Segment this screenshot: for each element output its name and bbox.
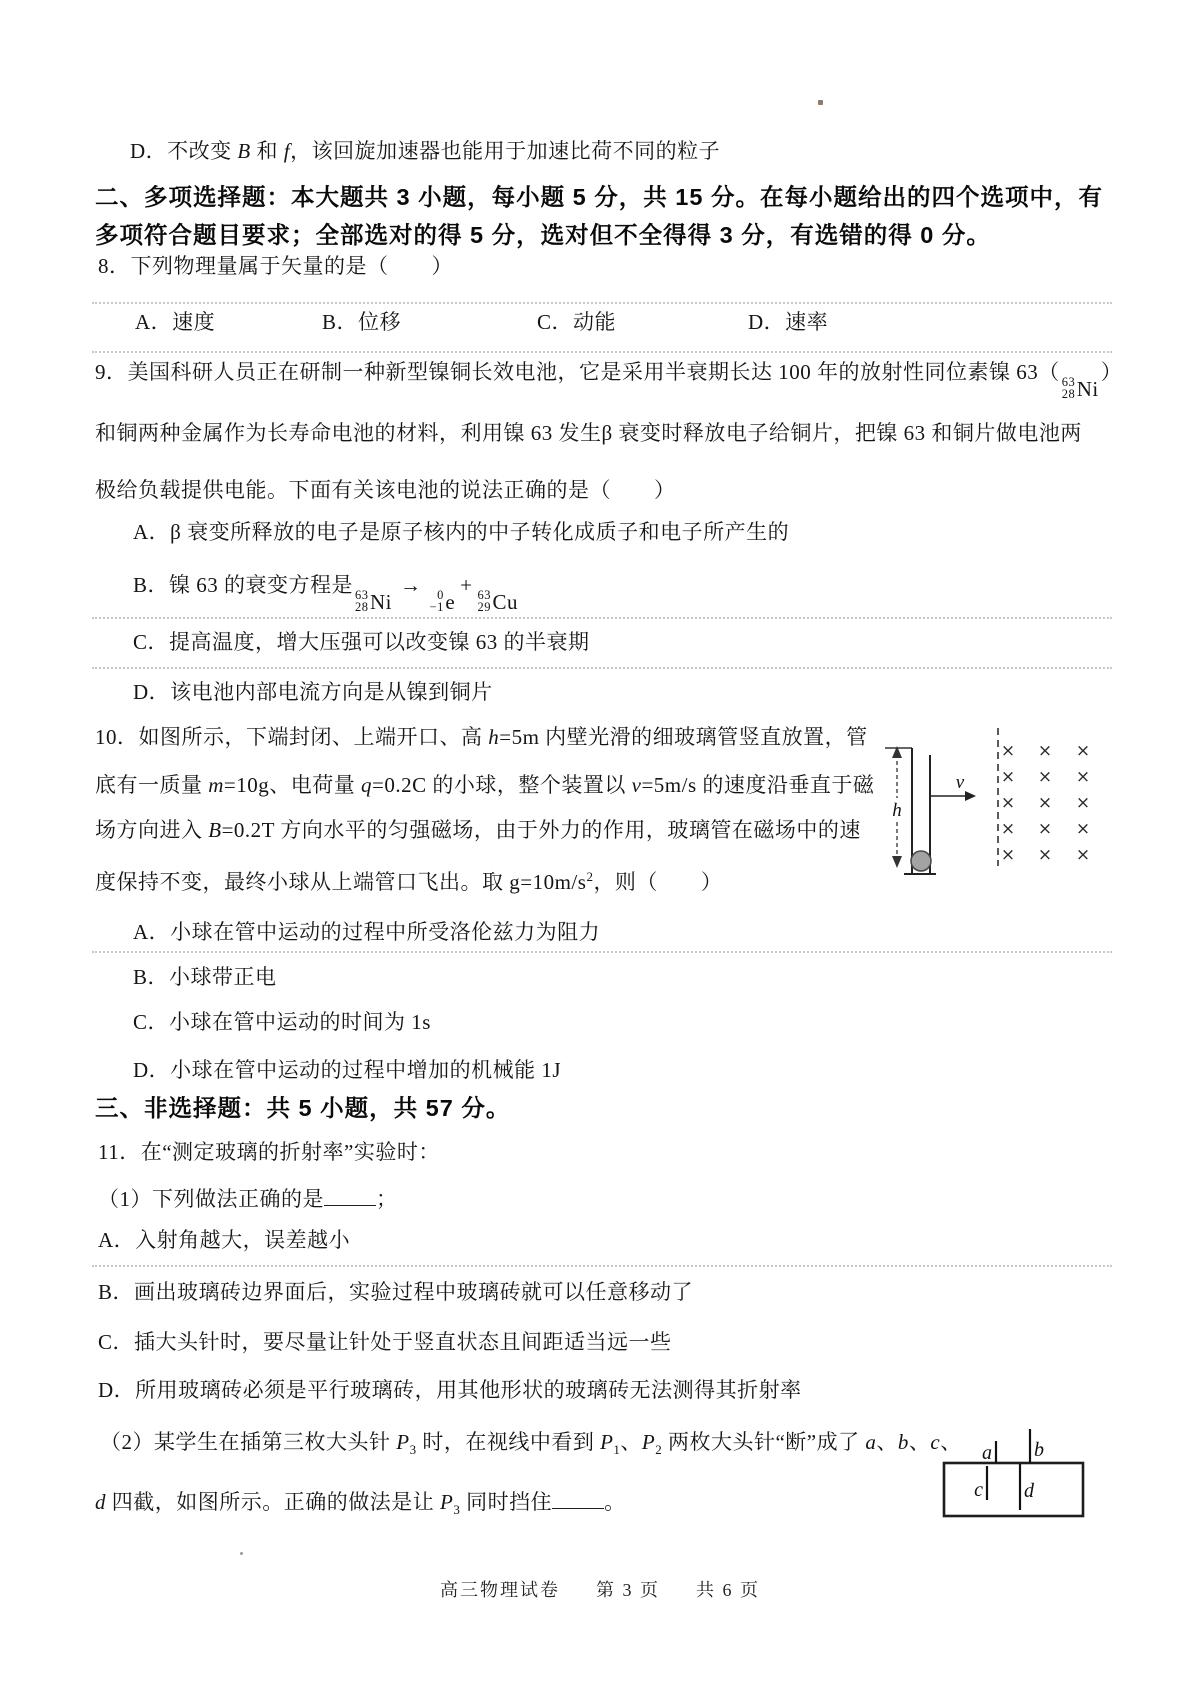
field-cross: × xyxy=(1075,845,1091,865)
dotted-separator xyxy=(92,302,1112,304)
field-cross: × xyxy=(1037,767,1053,787)
q10-option-d: D．小球在管中运动的过程中增加的机械能 1J xyxy=(133,1058,562,1082)
label-c: c xyxy=(974,1479,983,1501)
pin-P2: P xyxy=(641,1430,656,1454)
q9-stem-line3: 极给负载提供电能。下面有关该电池的说法正确的是（ ） xyxy=(95,478,676,502)
variable-q: q xyxy=(361,773,373,797)
q10-stem-line4: 度保持不变，最终小球从上端管口飞出。取 $g=10m/s^2$，则（ ） xyxy=(95,869,723,894)
q9-option-b: B．镍 63 的衰变方程是 63 28 Ni → 0 −1 e + 63 29 Cu xyxy=(133,573,519,614)
q8-option-b: B．位移 xyxy=(322,310,402,334)
label-b: b xyxy=(1034,1439,1044,1461)
q9-option-c: C．提高温度，增大压强可以改变镍 63 的半衰期 xyxy=(133,630,590,654)
variable-m: m xyxy=(208,773,224,797)
q10-stem-line2: 底有一质量 m=10g、电荷量 q=0.2C 的小球，整个装置以 v=5m/s 的速度沿垂直于磁 xyxy=(95,773,875,797)
footer-exam-title: 高三物理试卷 xyxy=(440,1580,560,1600)
arrowhead-down xyxy=(892,856,902,868)
section2-heading-line2: 多项符合题目要求；全部选对的得 5 分，选对但不全得得 3 分，有选错的得 0 分。 xyxy=(95,222,991,248)
q9-stem-line2: 和铜两种金属作为长寿命电池的材料，利用镍 63 发生β 衰变时释放电子给铜片，把镍 63 和铜片做电池两 xyxy=(95,421,1082,445)
q8-option-d: D．速率 xyxy=(748,310,829,334)
q10-option-b: B．小球带正电 xyxy=(133,965,277,989)
q11-part1: （1）下列做法正确的是 ； xyxy=(98,1187,398,1211)
q8-option-c: C．动能 xyxy=(537,310,617,334)
field-cross: × xyxy=(1000,767,1016,787)
q11-option-a: A．入射角越大，误差越小 xyxy=(98,1228,351,1252)
glass-brick-outline xyxy=(944,1463,1083,1516)
magnetic-field-crosses xyxy=(1001,741,1090,865)
q8-stem: 8．下列物理量属于矢量的是（ ） xyxy=(98,254,453,278)
q9-option-d: D．该电池内部电流方向是从镍到铜片 xyxy=(133,680,493,704)
field-cross: × xyxy=(1037,819,1053,839)
q10-stem-line3: 场方向进入 B=0.2T 方向水平的匀强磁场，由于外力的作用，玻璃管在磁场中的速 xyxy=(95,818,861,842)
field-cross: × xyxy=(1037,741,1053,761)
variable-B: B xyxy=(208,818,222,842)
q11-option-b: B．画出玻璃砖边界面后，实验过程中玻璃砖就可以任意移动了 xyxy=(98,1280,694,1304)
q11-option-d: D．所用玻璃砖必须是平行玻璃砖，用其他形状的玻璃砖无法测得其折射率 xyxy=(98,1378,802,1402)
dotted-separator xyxy=(92,1265,1112,1267)
nuclide-cu63: 63 29 Cu xyxy=(477,588,519,614)
field-cross: × xyxy=(1075,741,1091,761)
field-cross: × xyxy=(1000,845,1016,865)
charged-ball xyxy=(911,851,931,871)
variable-h: h xyxy=(488,725,500,749)
dotted-separator xyxy=(92,617,1112,619)
q10-option-c: C．小球在管中运动的时间为 1s xyxy=(133,1010,431,1034)
section3-heading: 三、非选择题：共 5 小题，共 57 分。 xyxy=(95,1095,511,1121)
q8-option-a: A．速度 xyxy=(135,310,216,334)
pin-P3: P xyxy=(440,1490,454,1514)
field-cross: × xyxy=(1037,793,1053,813)
variable-B: B xyxy=(237,139,251,163)
page-footer xyxy=(0,1576,1200,1604)
answer-blank xyxy=(552,1488,604,1509)
field-cross: × xyxy=(1075,767,1091,787)
variable-v: v xyxy=(631,773,642,797)
q11-figure xyxy=(930,1418,1110,1530)
field-cross: × xyxy=(1000,741,1016,761)
paper-speck xyxy=(818,100,823,105)
pin-P3: P xyxy=(396,1430,410,1454)
q10-stem-line1: 10．如图所示，下端封闭、上端开口、高 h=5m 内壁光滑的细玻璃管竖直放置，管 xyxy=(95,725,868,749)
q10-figure xyxy=(868,658,1113,883)
q9-stem-line1: 9．美国科研人员正在研制一种新型镍铜长效电池，它是采用半衰期长达 100 年的放射性同位素镍 63（ 63 28 Ni ） xyxy=(95,360,1123,401)
nuclide-ni63: 63 28 Ni xyxy=(1061,375,1099,401)
q11-stem: 11．在“测定玻璃的折射率”实验时： xyxy=(98,1140,440,1164)
dotted-separator xyxy=(92,951,1112,953)
q11-part2-line2: d 四截，如图所示。正确的做法是让 $P_3$ 同时挡住 。 xyxy=(95,1490,626,1518)
pin-P1: P xyxy=(600,1430,614,1454)
q7-option-d: D．不改变 B 和 f，该回旋加速器也能用于加速比荷不同的粒子 xyxy=(130,139,721,163)
q11-part2-line1: （2）某学生在插第三枚大头针 $P_3$ 时，在视线中看到 $P_1$、$P_2$ 两枚大头针“断”成了 a、b、c、 xyxy=(100,1430,962,1458)
footer-total-pages: 共 6 页 xyxy=(696,1580,760,1600)
q7-option-d-text: D．不改变 xyxy=(130,139,238,163)
field-cross: × xyxy=(1000,793,1016,813)
field-cross: × xyxy=(1075,819,1091,839)
q9-option-a: A．β 衰变所释放的电子是原子核内的中子转化成质子和电子所产生的 xyxy=(133,520,790,544)
answer-blank xyxy=(324,1185,376,1206)
q11-option-c: C．插大头针时，要尽量让针处于竖直状态且间距适当远一些 xyxy=(98,1330,672,1354)
section2-heading-line1: 二、多项选择题：本大题共 3 小题，每小题 5 分，共 15 分。在每小题给出的四个选项中，有 xyxy=(95,184,1103,210)
nuclide-electron: 0 −1 e xyxy=(429,588,456,614)
field-cross: × xyxy=(1037,845,1053,865)
superscript-2: 2 xyxy=(586,869,594,884)
v-label: v xyxy=(955,772,965,793)
h-label: h xyxy=(892,800,902,821)
field-cross: × xyxy=(1000,819,1016,839)
velocity-arrowhead xyxy=(965,791,976,801)
q10-option-a: A．小球在管中运动的过程中所受洛伦兹力为阻力 xyxy=(133,920,601,944)
dotted-separator xyxy=(92,351,1112,353)
paper-speck xyxy=(240,1552,243,1555)
label-a: a xyxy=(982,1442,992,1464)
nuclide-ni63: 63 28 Ni xyxy=(355,588,393,614)
field-cross: × xyxy=(1075,793,1091,813)
variable-f: f xyxy=(283,139,291,163)
reaction-arrow: → xyxy=(400,573,422,597)
footer-page-number: 第 3 页 xyxy=(596,1580,660,1600)
label-d: d xyxy=(1024,1480,1034,1502)
